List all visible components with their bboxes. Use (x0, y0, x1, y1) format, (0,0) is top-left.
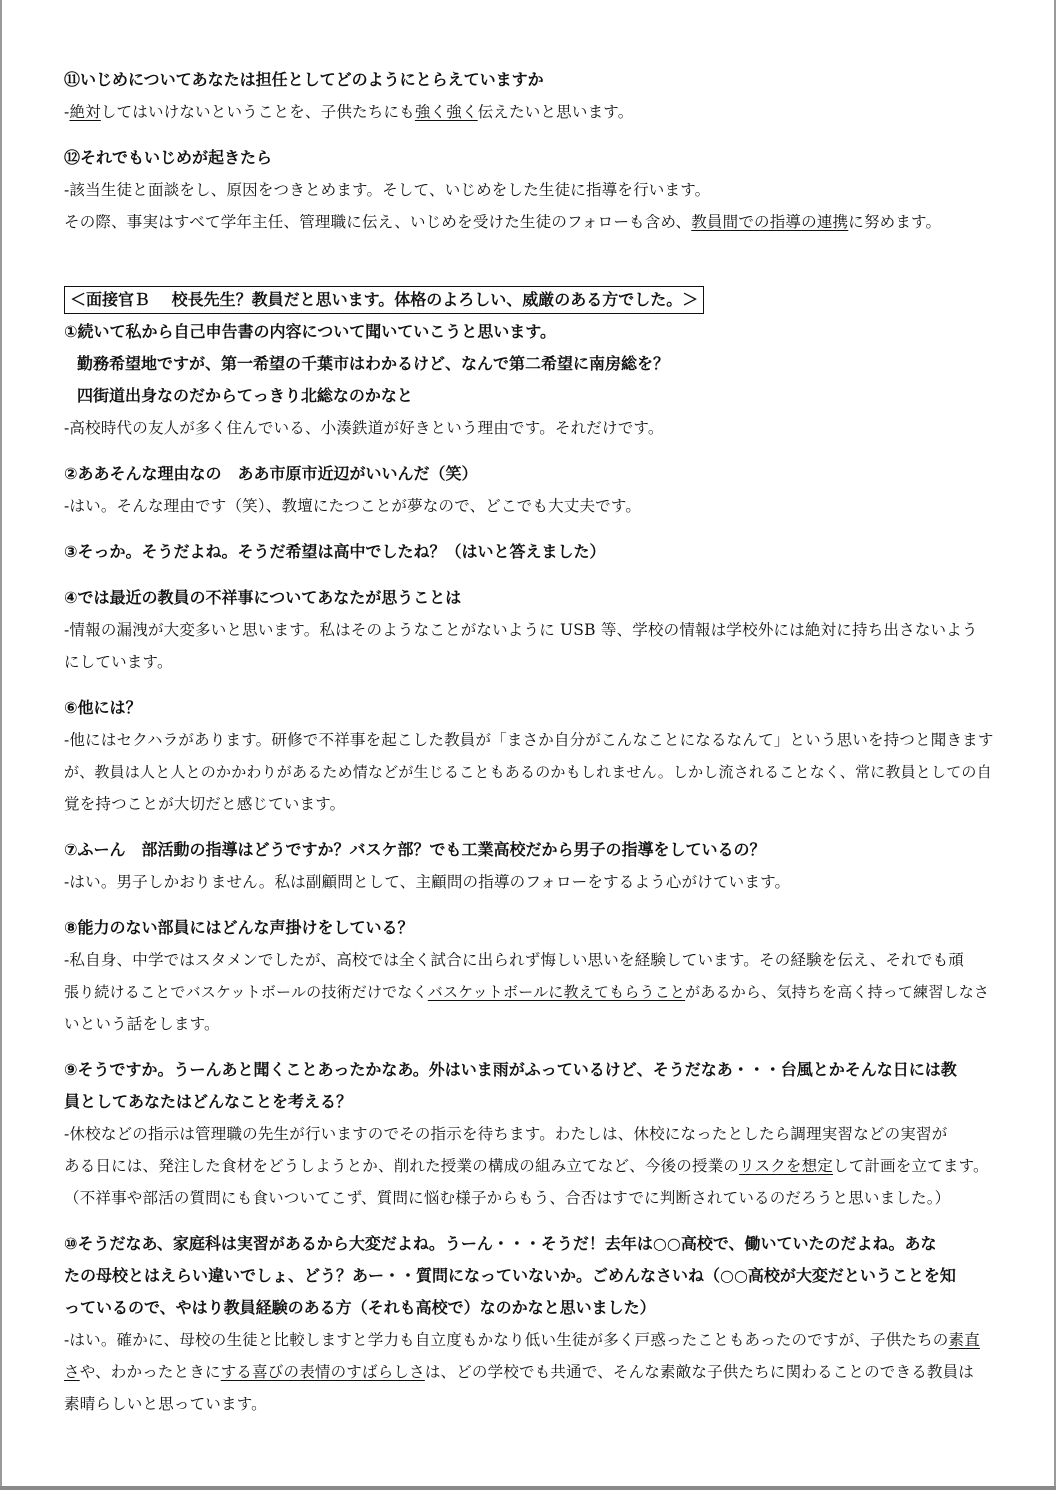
answer-8-line-3: いという話をします。 (64, 1015, 220, 1033)
answer-6-line-1: -他にはセクハラがあります。研修で不祥事を起こした教員が「まさか自分がこんなことになるなんて」という思いを持つと聞きます (64, 731, 994, 749)
answer-7: -はい。男子しかおりません。私は副顧問として、主顧問の指導のフォローをするよう心がけています。 (64, 873, 791, 891)
page-left-edge (0, 0, 2, 1490)
question-6: ⑥他には？ (64, 698, 142, 717)
question-11: ⑪いじめについてあなたは担任としてどのようにとらえていますか (64, 70, 544, 89)
question-9-line-2: 員としてあなたはどんなことを考える？ (64, 1092, 353, 1111)
question-3: ③そっか。そうだよね。そうだ希望は高中でしたね？（はいと答えました） (64, 542, 606, 561)
question-10-line-2: たの母校とはえらい違いでしょ、どう？あー・・質問になっていないか。ごめんなさいね（○○高校が大変だということを知 (64, 1266, 956, 1285)
document-page (64, 64, 999, 1420)
answer-4-line-2: にしています。 (64, 653, 173, 671)
answer-10-line-1: -はい。確かに、母校の生徒と比較しますと学力も自立度もかなり低い生徒が多く戸惑ったこともあったのですが、子供たちの素直 (64, 1331, 980, 1349)
question-4: ④では最近の教員の不祥事についてあなたが思うことは (64, 588, 462, 607)
answer-9-line-1: -休校などの指示は管理職の先生が行いますのでその指示を待ちます。わたしは、休校になったとしたら調理実習などの実習が (64, 1125, 948, 1143)
answer-8-line-2: 張り続けることでバスケットボールの技術だけでなくバスケットボールに教えてもらうことがあるから、気持ちを高く持って練習しなさ (64, 983, 990, 1001)
question-1-line-2: 勤務希望地ですが、第一希望の千葉市はわかるけど、なんで第二希望に南房総を？ (77, 354, 670, 373)
question-9-line-1: ⑨そうですか。うーんあと聞くことあったかなあ。外はいま雨がふっているけど、そうだなあ・・・台風とかそんな日には教 (64, 1060, 957, 1079)
answer-10-line-3: 素晴らしいと思っています。 (64, 1395, 267, 1413)
page-bottom-edge (0, 1486, 1056, 1490)
question-8: ⑧能力のない部員にはどんな声掛けをしている？ (64, 918, 414, 937)
answer-9-note: （不祥事や部活の質問にも食いついてこず、質問に悩む様子からもう、合否はすでに判断されているのだろうと思いました。） (64, 1189, 951, 1207)
question-7: ⑦ふーん 部活動の指導はどうですか？バスケ部？でも工業高校だから男子の指導をしているの？ (64, 840, 766, 859)
question-2: ②ああそんな理由なの ああ市原市近辺がいいんだ（笑） (64, 464, 478, 483)
question-1-line-3: 四街道出身なのだからてっきり北総なのかなと (77, 386, 413, 405)
question-1-line-1: ①続いて私から自己申告書の内容について聞いていこうと思います。 (64, 322, 556, 341)
answer-8-line-1: -私自身、中学ではスタメンでしたが、高校では全く試合に出られず悔しい思いを経験しています。その経験を伝え、それでも頑 (64, 951, 965, 969)
answer-6-line-2: が、教員は人と人とのかかわりがあるため情などが生じることもあるのかもしれません。しかし流されることなく、常に教員としての自 (64, 763, 992, 781)
answer-6-line-3: 覚を持つことが大切だと感じています。 (64, 795, 346, 813)
answer-1: -高校時代の友人が多く住んでいる、小湊鉄道が好きという理由です。それだけです。 (64, 419, 664, 437)
answer-11: -絶対してはいけないということを、子供たちにも強く強く伝えたいと思います。 (64, 103, 634, 121)
interviewer-b-header: ＜面接官Ｂ 校長先生？教員だと思います。体格のよろしい、威厳のある方でした。＞ (64, 286, 704, 314)
answer-2: -はい。そんな理由です（笑）、教壇にたつことが夢なので、どこでも大丈夫です。 (64, 497, 642, 515)
answer-10-line-2: さや、わかったときにする喜びの表情のすばらしさは、どの学校でも共通で、そんな素敵な子供たちに関わることのできる教員は (64, 1363, 975, 1381)
question-12: ⑫それでもいじめが起きたら (64, 148, 273, 167)
question-10-line-1: ⑩そうだなあ、家庭科は実習があるから大変だよね。うーん・・・そうだ！去年は○○高校で、働いていたのだよね。あな (64, 1234, 937, 1253)
answer-9-line-2: ある日には、発注した食材をどうしようとか、削れた授業の構成の組み立てなど、今後の授業のリスクを想定して計画を立てます。 (64, 1157, 989, 1175)
question-10-line-3: っているので、やはり教員経験のある方（それも高校で）なのかなと思いました） (64, 1298, 656, 1317)
answer-4-line-1: -情報の漏洩が大変多いと思います。私はそのようなことがないように USB 等、学校の情報は学校外には絶対に持ち出さないよう (64, 621, 978, 639)
answer-12-line-1: -該当生徒と面談をし、原因をつきとめます。そして、いじめをした生徒に指導を行います。 (64, 181, 711, 199)
answer-12-line-2: その際、事実はすべて学年主任、管理職に伝え、いじめを受けた生徒のフォローも含め、教員間での指導の連携に努めます。 (64, 213, 942, 231)
